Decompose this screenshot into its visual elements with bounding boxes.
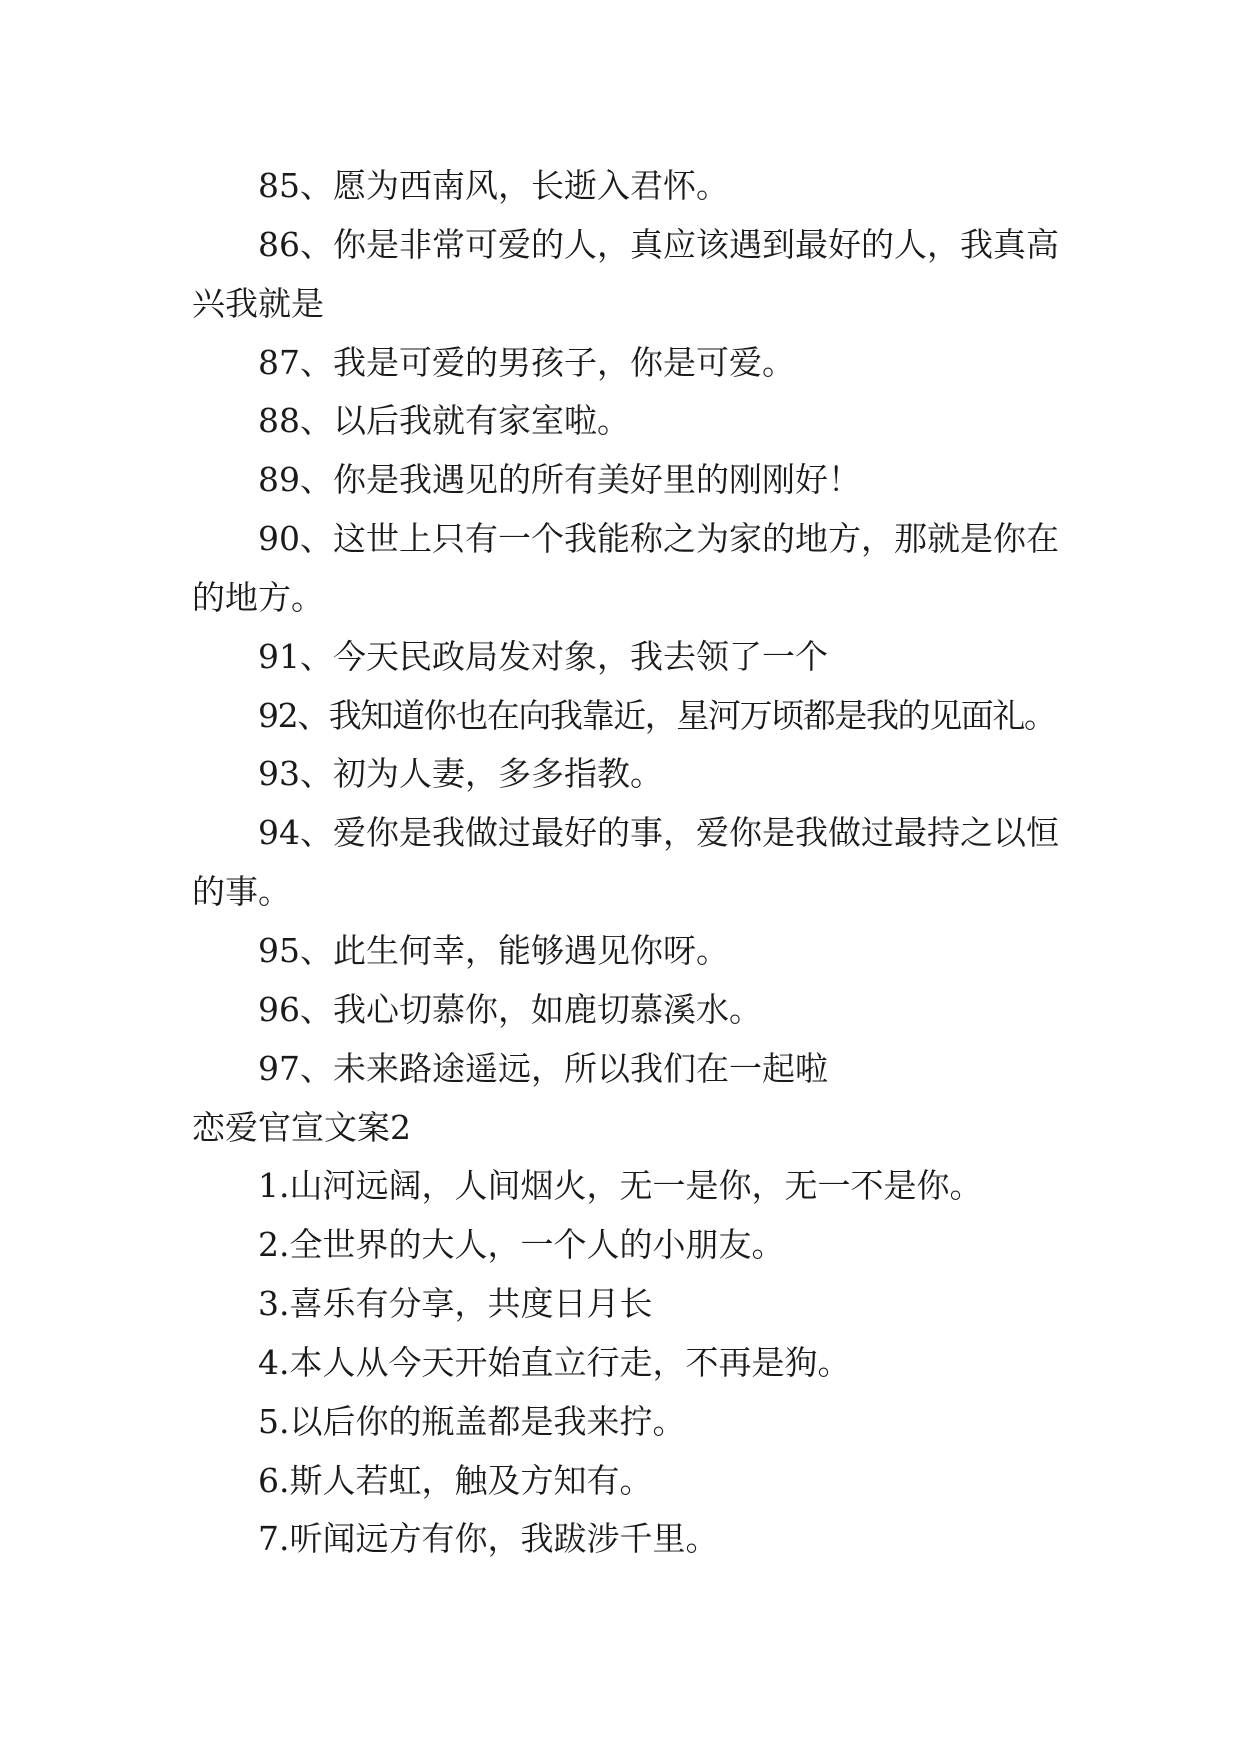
paragraph-line: 92、我知道你也在向我靠近，星河万顷都是我的见面礼。 bbox=[258, 695, 1056, 735]
paragraph-line: 87、我是可爱的男孩子，你是可爱。 bbox=[258, 342, 795, 382]
list-item-89 bbox=[192, 451, 1060, 510]
section-heading-block bbox=[192, 1099, 1060, 1158]
document-body bbox=[192, 157, 1060, 1569]
paragraph-line: 1.山河远阔，人间烟火，无一是你，无一不是你。 bbox=[258, 1166, 983, 1206]
paragraph-line: 90、这世上只有一个我能称之为家的地方，那就是你在 bbox=[258, 519, 1059, 559]
paragraph-line: 94、爱你是我做过最好的事，爱你是我做过最持之以恒 bbox=[258, 813, 1059, 853]
section-heading: 恋爱官宣文案2 bbox=[192, 1107, 411, 1147]
list-item-92 bbox=[192, 687, 1060, 746]
paragraph-line-continued: 兴我就是 bbox=[192, 283, 324, 323]
paragraph-line: 5.以后你的瓶盖都是我来拧。 bbox=[258, 1401, 686, 1441]
list-item-5 bbox=[192, 1393, 1060, 1452]
paragraph-line: 7.听闻远方有你，我跋涉千里。 bbox=[258, 1519, 719, 1559]
list-item-95 bbox=[192, 922, 1060, 981]
paragraph-line-continued: 的事。 bbox=[192, 872, 291, 912]
paragraph-line-continued: 的地方。 bbox=[192, 577, 324, 617]
list-item-94 bbox=[192, 804, 1060, 922]
paragraph-line: 96、我心切慕你，如鹿切慕溪水。 bbox=[258, 989, 762, 1029]
paragraph-line: 4.本人从今天开始直立行走，不再是狗。 bbox=[258, 1342, 851, 1382]
list-item-85 bbox=[192, 157, 1060, 216]
paragraph-line: 2.全世界的大人，一个人的小朋友。 bbox=[258, 1225, 785, 1265]
paragraph-line: 91、今天民政局发对象，我去领了一个 bbox=[258, 636, 828, 676]
list-item-1 bbox=[192, 1157, 1060, 1216]
list-item-93 bbox=[192, 745, 1060, 804]
list-item-91 bbox=[192, 628, 1060, 687]
paragraph-line: 6.斯人若虹，触及方知有。 bbox=[258, 1460, 653, 1500]
list-item-6 bbox=[192, 1452, 1060, 1511]
list-item-90 bbox=[192, 510, 1060, 628]
list-item-4 bbox=[192, 1334, 1060, 1393]
paragraph-line: 3.喜乐有分享，共度日月长 bbox=[258, 1284, 653, 1324]
list-item-96 bbox=[192, 981, 1060, 1040]
list-item-97 bbox=[192, 1040, 1060, 1099]
list-item-86 bbox=[192, 216, 1060, 334]
list-item-2 bbox=[192, 1216, 1060, 1275]
paragraph-line: 93、初为人妻，多多指教。 bbox=[258, 754, 663, 794]
list-item-3 bbox=[192, 1275, 1060, 1334]
paragraph-line: 85、愿为西南风，长逝入君怀。 bbox=[258, 166, 729, 205]
paragraph-line: 97、未来路途遥远，所以我们在一起啦 bbox=[258, 1048, 828, 1088]
paragraph-line: 95、此生何幸，能够遇见你呀。 bbox=[258, 930, 729, 970]
paragraph-line: 88、以后我就有家室啦。 bbox=[258, 401, 630, 441]
paragraph-line: 89、你是我遇见的所有美好里的刚刚好！ bbox=[258, 460, 861, 500]
list-item-7 bbox=[192, 1510, 1060, 1569]
paragraph-line: 86、你是非常可爱的人，真应该遇到最好的人，我真高 bbox=[258, 224, 1059, 264]
list-item-87 bbox=[192, 334, 1060, 393]
list-item-88 bbox=[192, 392, 1060, 451]
